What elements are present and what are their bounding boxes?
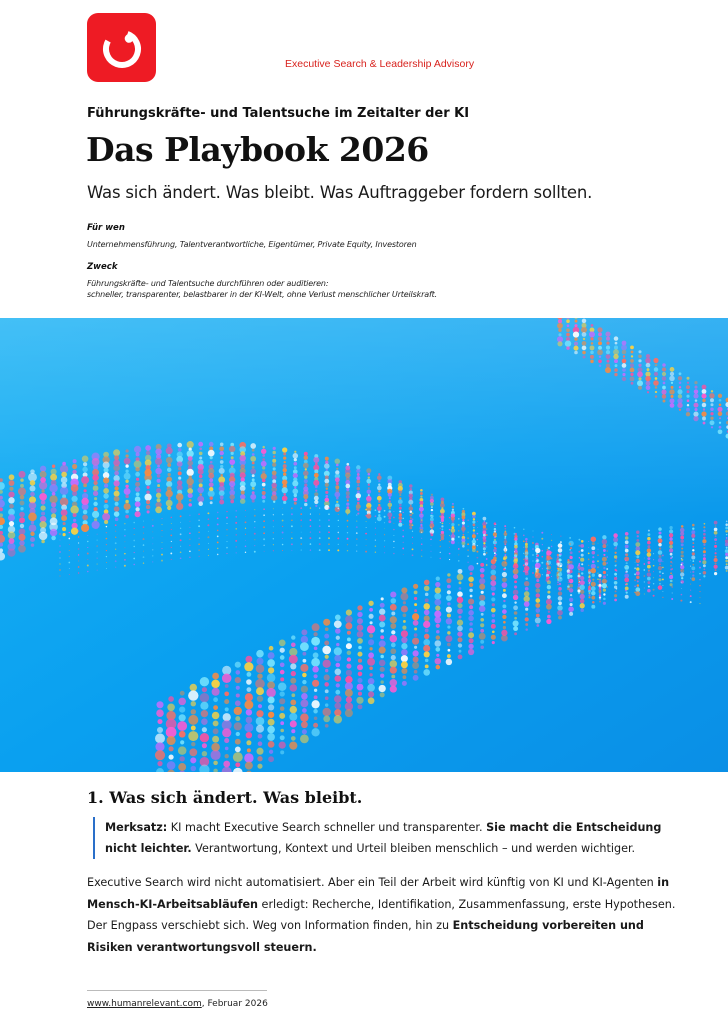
section-heading: 1. Was sich ändert. Was bleibt. <box>87 788 363 807</box>
brand-tagline: Executive Search & Leadership Advisory <box>285 58 475 70</box>
brand-logo <box>87 13 156 82</box>
body-text-2: erledigt: Recherche, Identifikation, Zusammenfassung, erste Hypothesen. Der Engpass verschiebt sich. Weg von Information finden, hin zu <box>87 897 676 932</box>
audience-text: Unternehmensführung, Talentverantwortliche, Eigentümer, Private Equity, Investoren <box>87 240 417 249</box>
body-bold-1: in Mensch-KI-Arbeitsabläufen <box>87 876 670 911</box>
footer-divider <box>87 990 267 991</box>
callout-text-1: KI macht Executive Search schneller und transparenter. <box>167 821 487 834</box>
purpose-line-2: schneller, transparenter, belastbarer in der KI-Welt, ohne Verlust menschlicher Urteilskraft. <box>87 290 438 299</box>
audience-label: Für wen <box>87 223 125 233</box>
website-link[interactable]: www.humanrelevant.com <box>87 999 202 1009</box>
page-kicker: Führungskräfte- und Talentsuche im Zeitalter der KI <box>87 106 470 121</box>
page-subtitle: Was sich ändert. Was bleibt. Was Auftraggeber fordern sollten. <box>87 183 593 202</box>
hero-image <box>0 318 728 772</box>
callout-text-2: Verantwortung, Kontext und Urteil bleiben menschlich – und werden wichtiger. <box>191 842 636 855</box>
purpose-label: Zweck <box>87 262 118 272</box>
callout-bold-1: Sie macht die Entscheidung nicht leichter. <box>105 821 662 855</box>
body-bold-2: Entscheidung vorbereiten und Risiken verantwortungsvoll steuern. <box>87 919 644 954</box>
purpose-line-1: Führungskräfte- und Talentsuche durchführen oder auditieren: <box>87 279 329 288</box>
footer <box>87 999 268 1009</box>
logo-ring-icon <box>87 13 156 82</box>
callout-label: Merksatz: <box>105 821 168 834</box>
body-paragraph <box>87 872 677 958</box>
body-text-1: Executive Search wird nicht automatisiert. Aber ein Teil der Arbeit wird künftig von KI und KI-Agenten <box>87 876 658 889</box>
footer-date: , Februar 2026 <box>201 999 268 1009</box>
particle-wave-graphic <box>0 318 728 772</box>
page-title: Das Playbook 2026 <box>86 130 429 169</box>
key-takeaway-callout <box>93 817 675 859</box>
